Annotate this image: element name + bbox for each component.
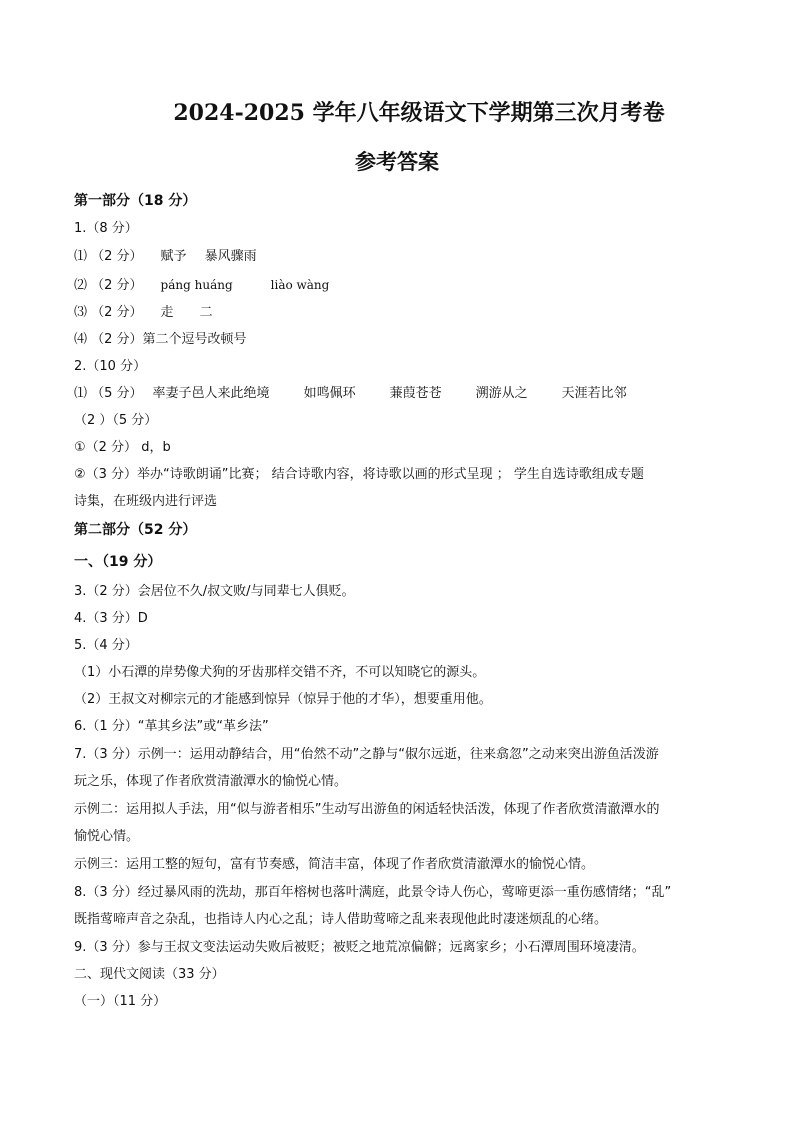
part1-heading: 第一部分（18 分）	[74, 193, 197, 209]
q1-answer-2	[74, 276, 329, 295]
q5-answer-2: （2）王叔文对柳宗元的才能感到惊异（惊异于他的才华），想要重用他。	[74, 692, 492, 707]
q2-answer-2-2-line1: ②（3 分）举办“诗歌朗诵”比赛； 结合诗歌内容，将诗歌以画的形式呈现 ； 学生自选诗歌组成专题	[74, 467, 644, 482]
q8-answer-line2: 既指莺啼声音之杂乱，也指诗人内心之乱；诗人借助莺啼之乱来表现他此时凄迷烦乱的心绪。	[74, 912, 608, 927]
q2-answer-2-2-line2: 诗集，在班级内进行评选	[74, 494, 218, 509]
q2-answer-1-item: 率妻子邑人来此绝境	[152, 386, 270, 401]
q1-label: 1.（8 分）	[74, 221, 138, 236]
q7-example3: 示例三：运用工整的短句，富有节奏感，简洁丰富，体现了作者欣赏清澈潭水的愉悦心情。	[74, 857, 595, 872]
q3-answer: 3.（2 分）会居位不久/叔文败/与同辈七人俱贬。	[74, 584, 355, 599]
q1-answer-1-item: 暴风骤雨	[204, 249, 257, 264]
q2-answer-1	[74, 385, 627, 403]
q1-answer-1	[74, 248, 257, 266]
q6-answer: 6.（1 分）“革其乡法”或“革乡法”	[74, 719, 269, 734]
q2-answer-1-item: 蒹葭苍苍	[389, 386, 442, 401]
q1-answer-2-prefix: ⑵ （2 分）	[74, 278, 143, 293]
q4-answer: 4.（3 分）D	[74, 611, 148, 626]
q1-answer-3-prefix: ⑶ （2 分）	[74, 305, 143, 320]
q1-answer-3-item: 走	[160, 305, 174, 320]
q1-answer-3	[74, 304, 213, 322]
q1-answer-4: ⑷ （2 分）第二个逗号改顿号	[74, 332, 247, 347]
q7-example2-line2: 愉悦心情。	[74, 829, 140, 844]
q7-answer-line1: 7.（3 分）示例一：运用动静结合，用“佁然不动”之静与“俶尔远逝，往来翕忽”之动来突出游鱼活泼游	[74, 747, 659, 762]
q1-answer-3-item: 二	[199, 305, 213, 320]
q1-answer-1-item: 赋予	[160, 249, 187, 264]
part2-heading: 第二部分（52 分）	[74, 522, 197, 538]
q1-answer-2-item: liào wàng	[270, 278, 330, 292]
q2-answer-1-item: 天涯若比邻	[561, 386, 627, 401]
q2-label: 2.（10 分）	[74, 359, 147, 374]
page-title: 2024-2025 学年八年级语文下学期第三次月考卷	[173, 100, 665, 126]
q2-answer-2-label: （2 ）（5 分）	[74, 413, 158, 428]
section2-sub-heading: （一）（11 分）	[74, 994, 167, 1009]
q2-answer-1-prefix: ⑴ （5 分）	[74, 386, 143, 401]
q8-answer-line1: 8.（3 分）经过暴风雨的洗劫，那百年榕树也落叶满庭，此景令诗人伤心，莺啼更添一重伤感情绪；“乱”	[74, 885, 672, 900]
q1-answer-1-prefix: ⑴ （2 分）	[74, 249, 143, 264]
q7-example2-line1: 示例二：运用拟人手法，用“似与游者相乐”生动写出游鱼的闲适轻快活泼，体现了作者欣赏清澈潭水的	[74, 802, 660, 817]
q1-answer-2-item: páng huáng	[160, 278, 233, 292]
section2-heading: 二、现代文阅读（33 分）	[74, 967, 225, 982]
q2-answer-1-item: 如鸣佩环	[303, 386, 356, 401]
q7-answer-line2: 玩之乐，体现了作者欣赏清澈潭水的愉悦心情。	[74, 774, 348, 789]
q5-label: 5.（4 分）	[74, 638, 138, 653]
q2-answer-2-1: ①（2 分） d，b	[74, 440, 171, 455]
q5-answer-1: （1）小石潭的岸势像犬狗的牙齿那样交错不齐，不可以知晓它的源头。	[74, 665, 486, 680]
q2-answer-1-item: 溯游从之	[475, 386, 528, 401]
section1-heading: 一、（19 分）	[74, 554, 162, 570]
page-subtitle: 参考答案	[355, 149, 439, 174]
q9-answer: 9.（3 分）参与王叔文变法运动失败后被贬；被贬之地荒凉偏僻；远离家乡；小石潭周围环境凄清。	[74, 940, 645, 955]
